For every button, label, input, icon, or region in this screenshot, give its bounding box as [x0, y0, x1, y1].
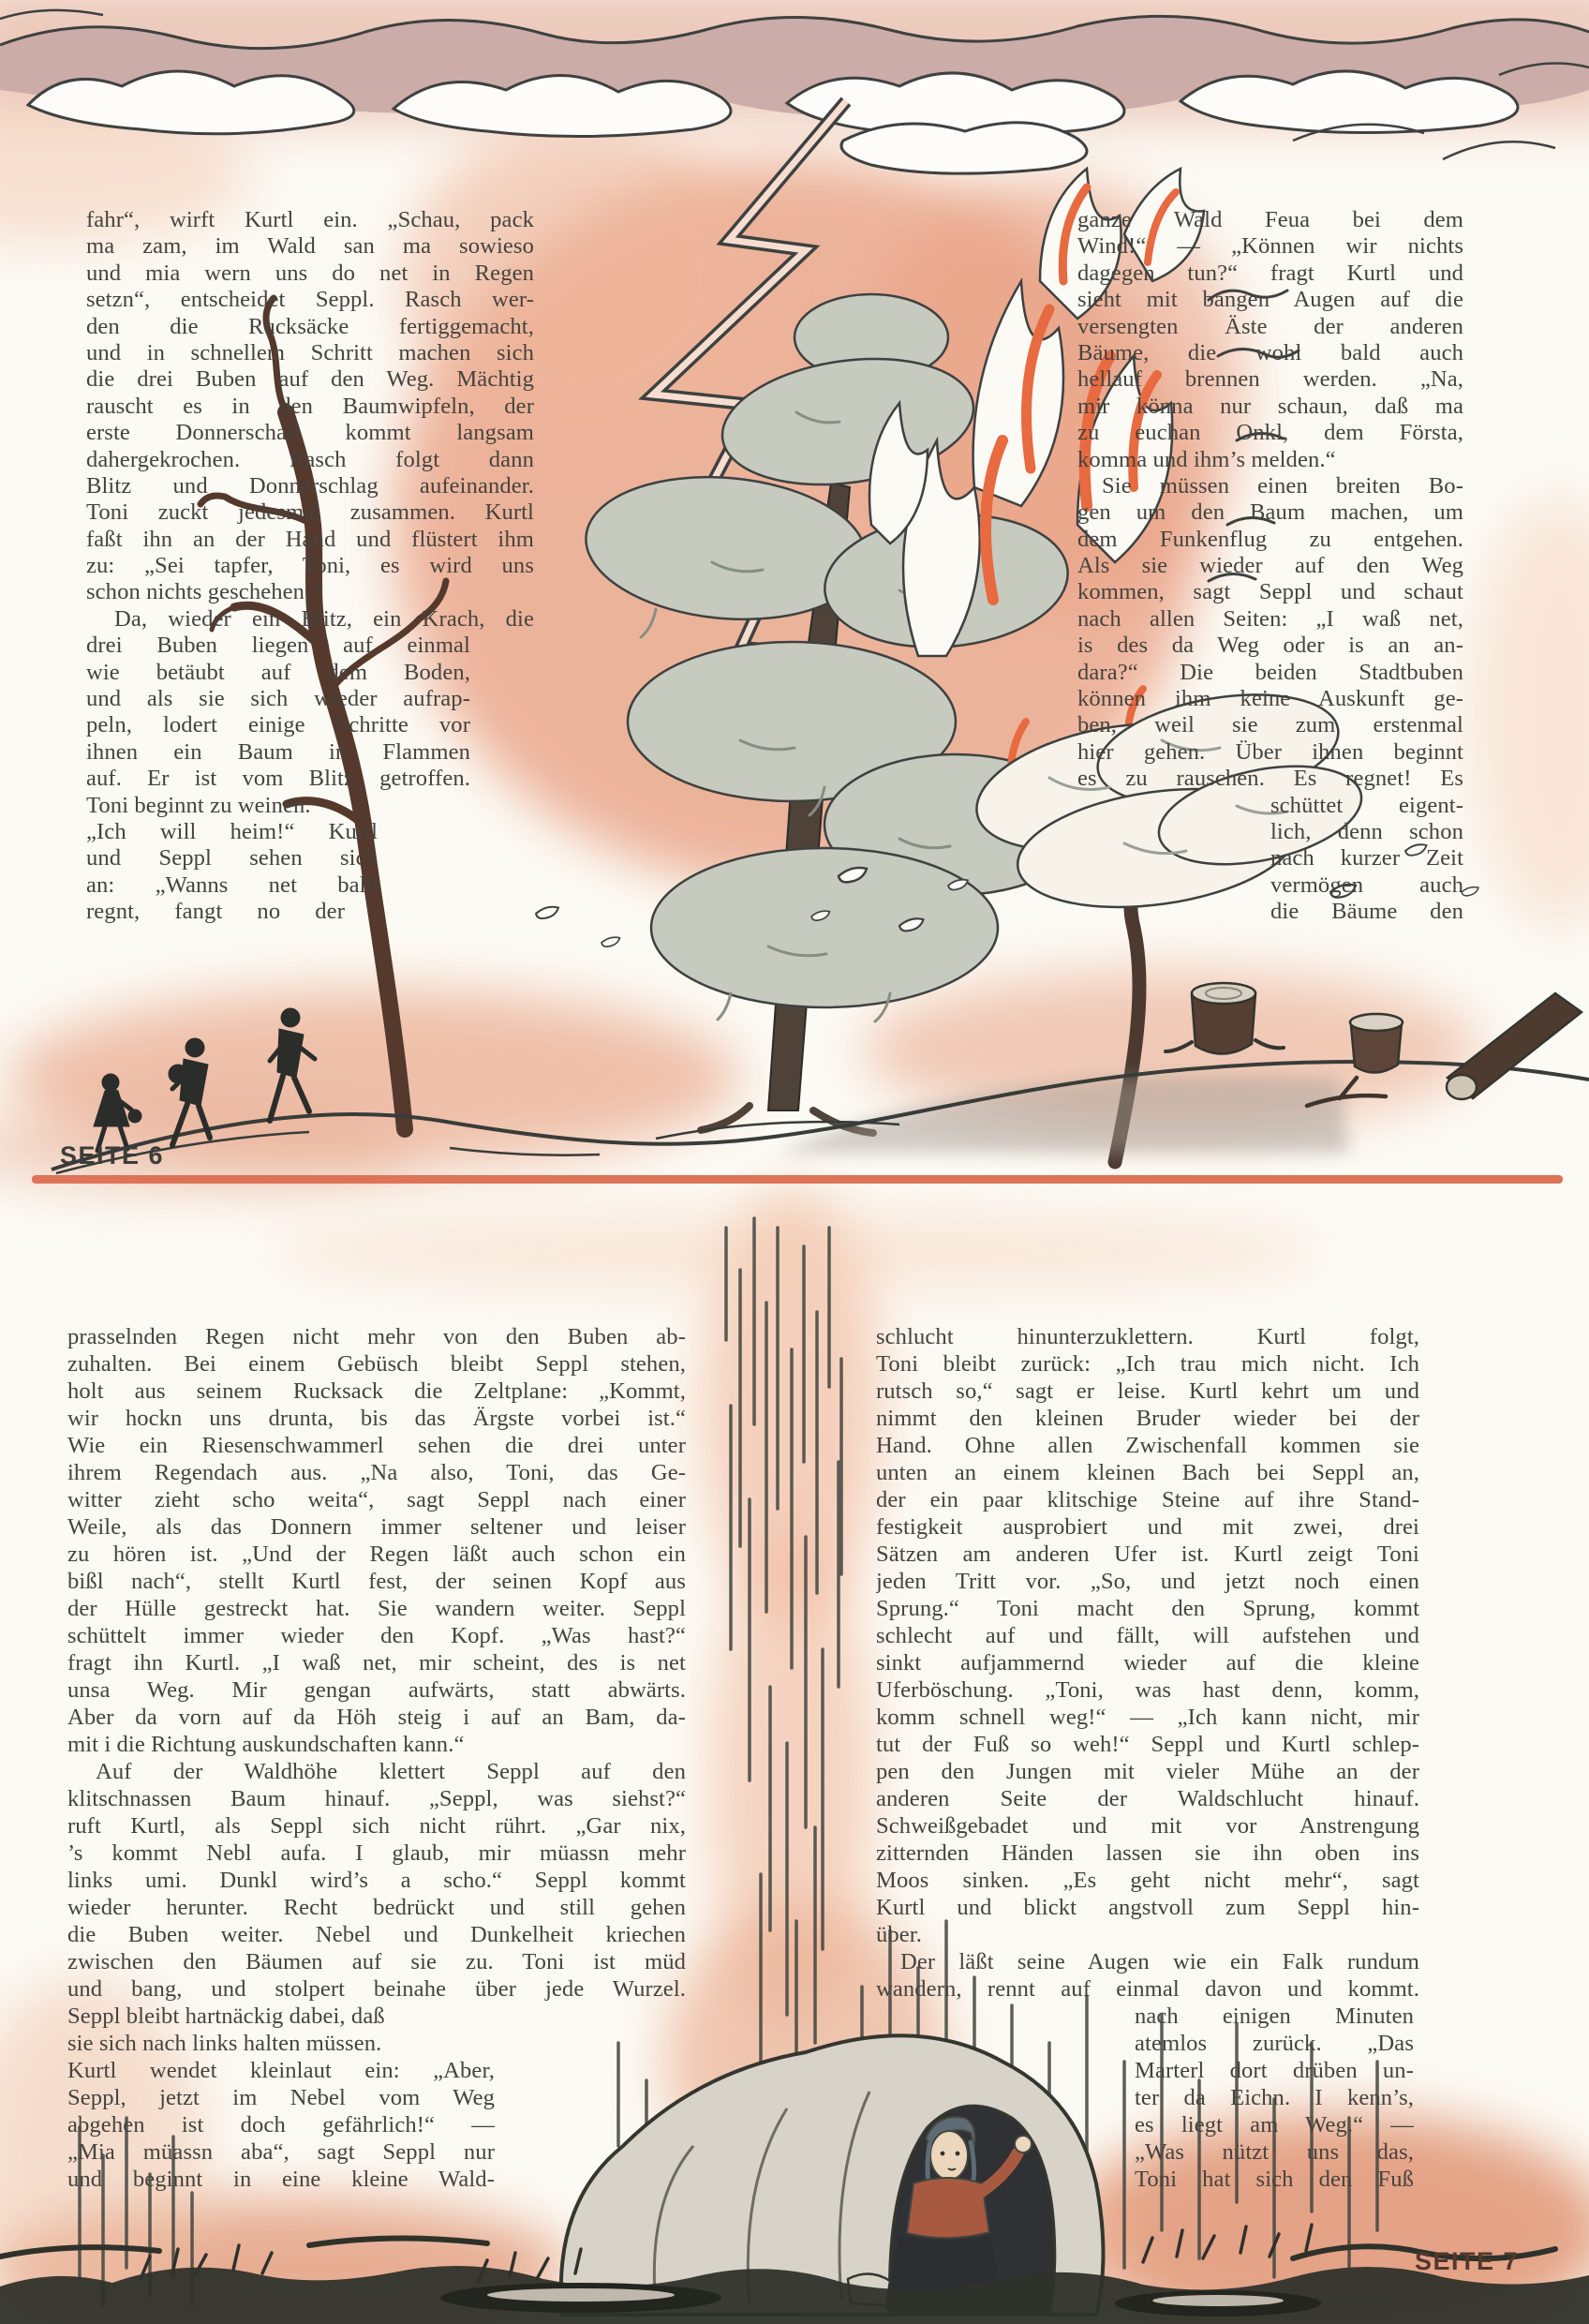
text-line: Toni zuckt jedesmal zusammen. Kurtl [86, 499, 534, 526]
text-line: ihrem Regendach aus. „Na also, Toni, das Ge- [67, 1460, 686, 1485]
text-line: Schweißgebadet und mit vor Anstrengung [876, 1813, 1419, 1839]
text-line: wandern, rennt auf einmal davon und kommt. [876, 1976, 1419, 2002]
text-line: schlecht auf und fällt, will aufstehen und [876, 1623, 1419, 1648]
text-line: den die Rucksäcke fertiggemacht, [86, 313, 534, 339]
text-line: setzn“, entscheidet Seppl. Rasch wer- [86, 287, 534, 313]
text-line: und mia wern uns do net in Regen [86, 260, 534, 286]
text-line: Auf der Waldhöhe klettert Seppl auf den [96, 1759, 686, 1784]
text-line: sie sich nach links halten müssen. [67, 2031, 382, 2056]
text-line: fahr“, wirft Kurtl ein. „Schau, pack [86, 207, 534, 232]
text-line: ter da Eichn. I kenn’s, [1135, 2085, 1414, 2110]
text-line: bißl nach“, stellt Kurtl fest, der seinen Kopf aus [67, 1569, 686, 1594]
text-line: nach einigen Minuten [1135, 2004, 1414, 2029]
text-line: ruft Kurtl, als Seppl sich nicht rührt. „Gar nix, [67, 1813, 686, 1839]
text-line: mit i die Richtung auskundschaften kann.“ [67, 1732, 465, 1757]
text-line: versengten Äste der anderen [1077, 313, 1463, 339]
text-line: ma zam, im Wald san ma sowieso [86, 233, 534, 260]
text-line: ben, weil sie zum erstenmal [1077, 712, 1463, 738]
text-line: vermögen auch [1270, 872, 1463, 898]
text-line: schüttet eigent- [1270, 792, 1463, 818]
text-line: komma und ihm’s melden.“ [1077, 446, 1336, 472]
text-line: Der läßt seine Augen wie ein Falk rundum [900, 1949, 1419, 1974]
text-line: dara?“ Die beiden Stadtbuben [1077, 659, 1463, 685]
text-line: Da, wieder ein Blitz, ein Krach, die [114, 605, 534, 632]
text-line: Blitz und Donnerschlag aufeinander. [86, 472, 534, 499]
text-line: erste Donnerschall kommt langsam [86, 420, 534, 446]
text-line: rutsch so,“ sagt er leise. Kurtl kehrt um und [876, 1378, 1419, 1404]
text-line: und bang, und stolpert beinahe über jede Wurzel. [67, 1976, 686, 2002]
text-line: und beginnt in eine kleine Wald- [67, 2167, 495, 2192]
text-line: rauscht es in den Baumwipfeln, der [86, 393, 534, 419]
text-line: ganze Wald Feua bei dem [1077, 207, 1463, 232]
text-line: Toni hat sich den Fuß [1135, 2167, 1414, 2192]
text-line: „Was nützt uns das, [1135, 2139, 1414, 2165]
text-line: Aber da vorn auf da Höh steig i auf an Bam, da- [67, 1705, 686, 1730]
text-line: klitschnassen Baum hinauf. „Seppl, was siehst?“ [67, 1786, 686, 1811]
page6-column-left [86, 207, 534, 926]
text-line: schon nichts geschehen.“ [86, 579, 321, 605]
page-divider [32, 1175, 1563, 1184]
text-line: nach kurzer Zeit [1270, 845, 1463, 872]
text-line: zwischen den Bäumen auf sie zu. Toni ist müd [67, 1949, 686, 1974]
text-line: Toni beginnt zu weinen. [86, 792, 311, 818]
text-line: zuhalten. Bei einem Gebüsch bleibt Seppl stehen, [67, 1351, 686, 1377]
text-line: Uferböschung. „Toni, was hast denn, komm, [876, 1677, 1419, 1703]
text-line: prasselnden Regen nicht mehr von den Buben ab- [67, 1324, 686, 1349]
text-line: sinkt aufjammernd wieder auf die kleine [876, 1650, 1419, 1676]
text-line: festigkeit ausprobiert und mit zwei, drei [876, 1514, 1419, 1540]
text-line: Sie müssen einen breiten Bo- [1102, 472, 1463, 499]
text-line: regnt, fangt no der [86, 899, 345, 925]
text-line: ihnen ein Baum in Flammen [86, 738, 470, 765]
text-line: Hand. Ohne allen Zwischenfall kommen sie [876, 1433, 1419, 1458]
text-line: und in schnellem Schritt machen sich [86, 339, 534, 365]
text-line: der Hülle gestreckt hat. Sie wandern weiter. Seppl [67, 1596, 686, 1621]
text-line: komm schnell weg!“ — „Ich kann nicht, mir [876, 1705, 1419, 1730]
text-line: Wie ein Riesenschwammerl sehen die drei unter [67, 1433, 686, 1458]
text-line: wieder herunter. Recht bedrückt und still gehen [67, 1895, 686, 1920]
text-line: lich, denn schon [1270, 818, 1463, 844]
text-line: schüttelt immer wieder den Kopf. „Was hast?“ [67, 1623, 686, 1648]
page6-label: SEITE 6 [60, 1141, 165, 1169]
text-line: Als sie wieder auf den Weg [1077, 553, 1463, 579]
text-line: Bäume, die wohl bald auch [1077, 339, 1463, 365]
text-line: Wind!“ — „Können wir nichts [1077, 233, 1463, 260]
page7-column-right [876, 1323, 1419, 2193]
text-line: an: „Wanns net bald [86, 872, 378, 898]
text-line: die Buben weiter. Nebel und Dunkelheit kriechen [67, 1922, 686, 1947]
text-line: abgehen ist doch gefährlich!“ — [67, 2112, 495, 2138]
text-line: sieht mit bangen Augen auf die [1077, 287, 1463, 313]
text-line: unten an einem kleinen Bach bei Seppl an, [876, 1460, 1419, 1485]
text-line: es liegt am Weg.“ — [1135, 2112, 1414, 2138]
text-line: hier gehen. Über ihnen beginnt [1077, 738, 1463, 765]
text-line: wie betäubt auf dem Boden, [86, 659, 470, 685]
text-line: Sätzen am anderen Ufer ist. Kurtl zeigt Toni [876, 1542, 1419, 1567]
text-line: links umi. Dunkl wird’s a scho.“ Seppl kommt [67, 1868, 686, 1893]
text-line: können ihm keine Auskunft ge- [1077, 686, 1463, 712]
text-line: holt aus seinem Rucksack die Zeltplane: „Kommt, [67, 1378, 686, 1404]
text-line: pen den Jungen mit vieler Mühe an der [876, 1759, 1419, 1784]
text-line: fragt ihn Kurtl. „I waß net, mir scheint, des is net [67, 1650, 686, 1676]
text-line: is des da Weg oder is an an- [1077, 633, 1463, 659]
text-line: tut der Fuß so weh!“ Seppl und Kurtl schlep- [876, 1732, 1419, 1757]
text-line: Marterl dort drüben un- [1135, 2058, 1414, 2083]
text-line: witter zieht scho weita“, sagt Seppl nach einer [67, 1487, 686, 1512]
text-line: die drei Buben auf den Weg. Mächtig [86, 366, 534, 393]
text-line: jeden Tritt vor. „So, und jetzt noch einen [876, 1569, 1419, 1594]
text-line: Weile, als das Donnern immer seltener und leiser [67, 1514, 686, 1540]
text-line: Kurtl wendet kleinlaut ein: „Aber, [67, 2058, 495, 2083]
text-line: es zu rauschen. Es regnet! Es [1077, 766, 1463, 792]
text-line: „Mia müassn aba“, sagt Seppl nur [67, 2139, 495, 2165]
text-line: zu: „Sei tapfer, Toni, es wird uns [86, 553, 534, 579]
text-line: zu euchan Onkl, dem Första, [1077, 420, 1463, 446]
text-line: kommen, sagt Seppl und schaut [1077, 579, 1463, 605]
text-line: Kurtl und blickt angstvoll zum Seppl hin- [876, 1895, 1419, 1920]
text-line: nach allen Seiten: „I waß net, [1077, 605, 1463, 632]
text-line: unsa Weg. Mir gengan aufwärts, statt abwärts. [67, 1677, 686, 1703]
text-line: drei Buben liegen auf einmal [86, 633, 470, 659]
page7-label: SEITE 7 [1415, 2247, 1520, 2275]
text-line: „Ich will heim!“ Kurtl [86, 818, 378, 844]
page6-column-right [1077, 207, 1463, 926]
text-line: Seppl, jetzt im Nebel vom Weg [67, 2085, 495, 2110]
text-line: Toni bleibt zurück: „Ich trau mich nicht. Ich [876, 1351, 1419, 1377]
text-line: über. [876, 1922, 922, 1947]
text-line: zu hören ist. „Und der Regen läßt auch schon ein [67, 1542, 686, 1567]
text-line: dahergekrochen. Rasch folgt dann [86, 446, 534, 472]
page7-column-left [67, 1323, 686, 2193]
text-line: die Bäume den [1270, 899, 1463, 925]
text-line: Sprung.“ Toni macht den Sprung, kommt [876, 1596, 1419, 1621]
text-line: schlucht hinunterzuklettern. Kurtl folgt, [876, 1324, 1419, 1349]
text-line: Moos sinken. „Es geht nicht mehr“, sagt [876, 1868, 1419, 1893]
text-line: der ein paar klitschige Steine auf ihre Stand- [876, 1487, 1419, 1512]
text-line: und als sie sich wieder aufrap- [86, 686, 470, 712]
text-line: nimmt den kleinen Bruder wieder bei der [876, 1406, 1419, 1431]
text-line: und Seppl sehen sich [86, 845, 378, 872]
text-line: peln, lodert einige Schritte vor [86, 712, 470, 738]
text-line: mir könna nur schaun, daß ma [1077, 393, 1463, 419]
text-line: atemlos zurück. „Das [1135, 2031, 1414, 2056]
text-line: zitternden Händen lassen sie ihn oben ins [876, 1840, 1419, 1866]
text-line: gen um den Baum machen, um [1077, 499, 1463, 526]
text-line: anderen Seite der Waldschlucht hinauf. [876, 1786, 1419, 1811]
text-line: dem Funkenflug zu entgehen. [1077, 526, 1463, 552]
text-line: ’s kommt Nebl aufa. I glaub, mir müassn mehr [67, 1840, 686, 1866]
text-line: hellauf brennen werden. „Na, [1077, 366, 1463, 393]
text-line: Seppl bleibt hartnäckig dabei, daß [67, 2004, 385, 2029]
text-line: faßt ihn an der Hand und flüstert ihm [86, 526, 534, 552]
text-line: wir hockn uns drunta, bis das Ärgste vorbei ist.“ [67, 1406, 686, 1431]
text-line: auf. Er ist vom Blitz getroffen. [86, 766, 470, 792]
text-line: dagegen tun?“ fragt Kurtl und [1077, 260, 1463, 286]
